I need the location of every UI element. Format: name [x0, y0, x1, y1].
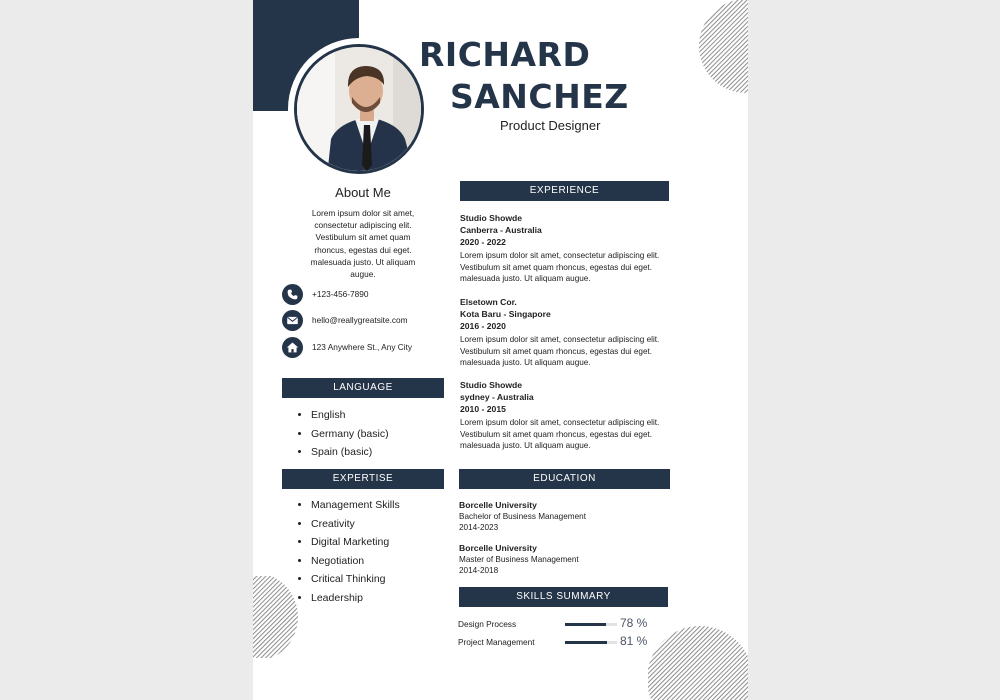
experience-entry [460, 379, 690, 452]
profile-photo [294, 44, 424, 174]
education-entry [459, 500, 586, 533]
description-line: Vestibulum sit amet quam rhoncus, egestas dui eget. [460, 346, 653, 356]
degree: Bachelor of Business Management [459, 512, 586, 521]
home-icon [282, 337, 303, 358]
company: Studio Showde [460, 213, 523, 223]
skills-heading: SKILLS SUMMARY [459, 587, 668, 607]
description-line: malesuada justo. Ut aliquam augue. [460, 274, 591, 283]
years: 2020 - 2022 [460, 237, 506, 247]
about-line: rhoncus, egestas dui eget. [314, 244, 412, 255]
education-entry [459, 543, 579, 576]
list-item: • Critical Thinking [311, 570, 400, 589]
location: sydney - Australia [460, 392, 534, 402]
years: 2010 - 2015 [460, 404, 506, 414]
phone-text: +123-456-7890 [312, 289, 369, 299]
address-text: 123 Anywhere St., Any City [312, 342, 413, 352]
job-title: Product Designer [500, 118, 601, 133]
resume-page [253, 0, 748, 700]
description-line: Lorem ipsum dolor sit amet, consectetur adipiscing elit. [460, 335, 660, 344]
email-text: hello@reallygreatsite.com [312, 315, 408, 325]
description-line: malesuada justo. Ut aliquam augue. [460, 358, 591, 367]
experience-entry [460, 212, 690, 285]
description-line: Vestibulum sit amet quam rhoncus, egestas dui eget. [460, 429, 653, 439]
skill-fill [565, 641, 607, 644]
list-item: • Digital Marketing [311, 533, 400, 552]
skill-track [565, 623, 617, 626]
expertise-heading: EXPERTISE [282, 469, 444, 489]
years: 2014-2018 [459, 566, 499, 575]
location: Canberra - Australia [460, 225, 542, 235]
skill-percent: 81 % [620, 634, 648, 648]
school: Borcelle University [459, 500, 537, 510]
first-name: RICHARD [419, 35, 591, 74]
skill-name: Design Process [458, 619, 517, 629]
years: 2014-2023 [459, 523, 499, 532]
language-heading: LANGUAGE [282, 378, 444, 398]
expertise-list [295, 496, 400, 607]
skill-row [458, 636, 658, 650]
company: Elsetown Cor. [460, 297, 517, 307]
skill-track [565, 641, 617, 644]
skill-fill [565, 623, 606, 626]
description [460, 334, 690, 369]
list-item: • English [311, 406, 389, 425]
company: Studio Showde [460, 380, 523, 390]
striped-circle-bottom-right [648, 625, 748, 700]
list-item: • Negotiation [311, 552, 400, 571]
about-text [298, 207, 428, 280]
description-line: malesuada justo. Ut aliquam augue. [460, 441, 591, 450]
list-item: • Creativity [311, 515, 400, 534]
mail-icon [282, 310, 303, 331]
list-item: • Leadership [311, 589, 400, 608]
about-title: About Me [335, 185, 391, 200]
about-line: Lorem ipsum dolor sit amet, [311, 208, 415, 218]
about-line: malesuada justo. Ut aliquam [310, 256, 416, 267]
list-item: • Management Skills [311, 496, 400, 515]
skill-row [458, 618, 658, 632]
language-list [295, 406, 389, 462]
about-line: consectetur adipiscing elit. [314, 220, 412, 231]
about-line: augue. [350, 269, 376, 280]
degree: Master of Business Management [459, 555, 579, 564]
skill-name: Project Management [458, 637, 535, 647]
location: Kota Baru - Singapore [460, 309, 551, 319]
education-heading: EDUCATION [459, 469, 670, 489]
phone-icon [282, 284, 303, 305]
description [460, 417, 690, 452]
experience-heading: EXPERIENCE [460, 181, 669, 201]
striped-circle-top-right [698, 0, 748, 94]
description-line: Vestibulum sit amet quam rhoncus, egestas dui eget. [460, 262, 653, 272]
description [460, 250, 690, 285]
description-line: Lorem ipsum dolor sit amet, consectetur adipiscing elit. [460, 251, 660, 260]
skill-percent: 78 % [620, 616, 648, 630]
striped-circle-bottom-left [253, 576, 299, 658]
school: Borcelle University [459, 543, 537, 553]
about-line: Vestibulum sit amet quam [315, 232, 411, 243]
list-item: • Germany (basic) [311, 425, 389, 444]
last-name: SANCHEZ [450, 77, 629, 116]
years: 2016 - 2020 [460, 321, 506, 331]
person-illustration [297, 47, 424, 174]
list-item: • Spain (basic) [311, 443, 389, 462]
description-line: Lorem ipsum dolor sit amet, consectetur adipiscing elit. [460, 418, 660, 427]
experience-entry [460, 296, 690, 369]
